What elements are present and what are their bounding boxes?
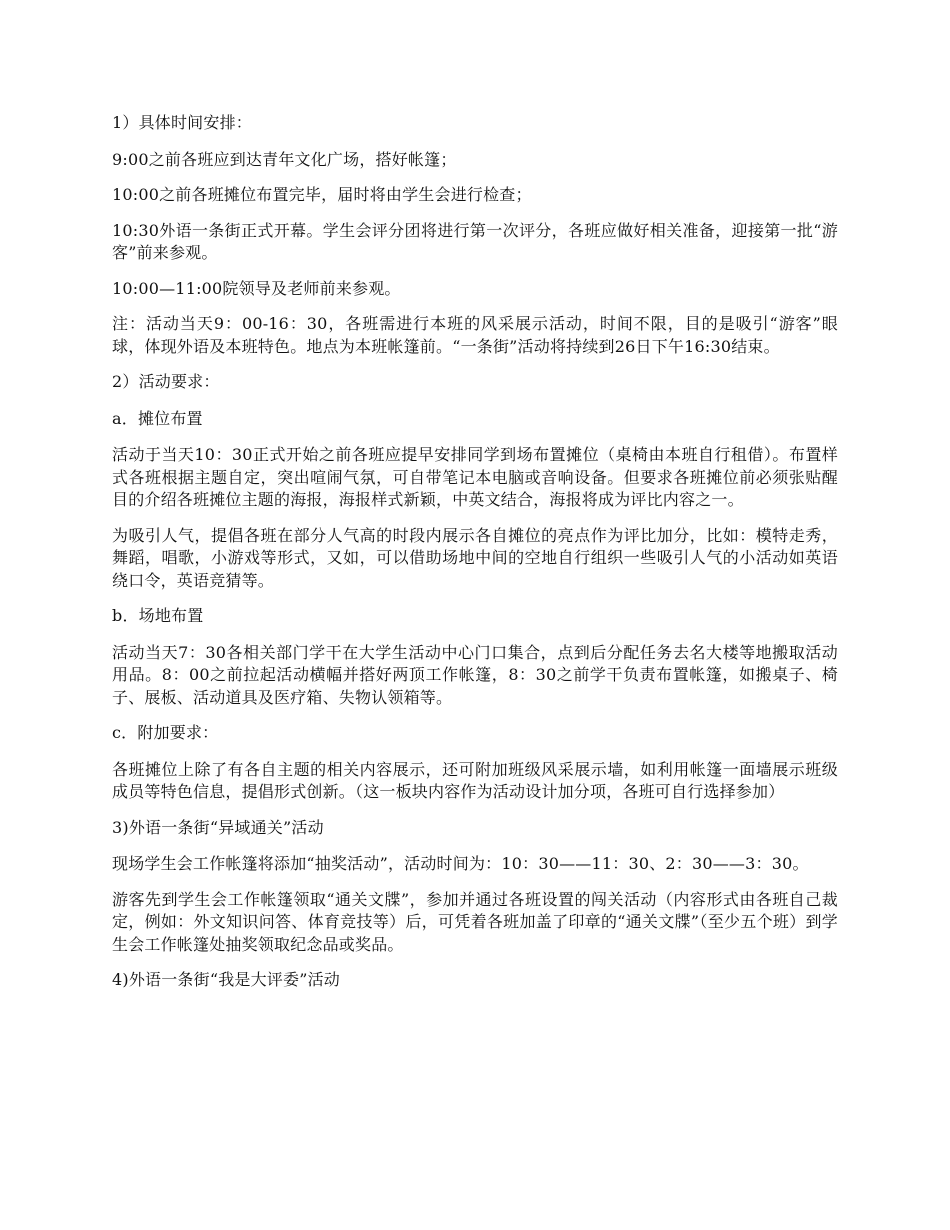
subheading-additional-requirements: c．附加要求： [112, 723, 219, 742]
schedule-item-1000: 10:00之前各班摊位布置完毕，届时将由学生会进行检查； [112, 185, 532, 204]
schedule-item-900: 9:00之前各班应到达青年文化广场，搭好帐篷； [112, 149, 457, 169]
venue-layout-paragraph: 活动当天7：30各相关部门学干在大学生活动中心门口集合，点到后分配任务去名大楼等地搬取活动用品。8：00之前拉起活动横幅并搭好两顶工作帐篷，8：30之前学干负责布置帐篷，如搬桌子、椅子、展板、活动道具及医疗箱、失物认领箱等。 [112, 642, 838, 707]
document-page [112, 112, 838, 1006]
pass-document-paragraph: 游客先到学生会工作帐篷领取“通关文牒”，参加并通过各班设置的闯关活动（内容形式由各班自己裁定，例如：外文知识问答、体育竞技等）后，可凭着各班加盖了印章的“通关文牒”（至少五个班）到学生会工作帐篷处抽奖领取纪念品或奖品。 [112, 889, 838, 954]
subheading-booth-layout: a．摊位布置 [112, 408, 203, 428]
schedule-item-leaders-visit: 10:00—11:00院领导及老师前来参观。 [112, 278, 401, 298]
additional-requirements-paragraph: 各班摊位上除了有各自主题的相关内容展示，还可附加班级风采展示墙，如利用帐篷一面墙展示班级成员等特色信息，提倡形式创新。（这一板块内容作为活动设计加分项，各班可自行选择参加） [112, 759, 838, 801]
subheading-venue-layout: b．场地布置 [112, 606, 204, 625]
section-heading-schedule: 1）具体时间安排： [112, 113, 252, 132]
section-heading-judge-activity: 4)外语一条街“我是大评委”活动 [112, 970, 340, 989]
section-heading-requirements: 2）活动要求： [112, 372, 220, 391]
lottery-time-paragraph: 现场学生会工作帐篷将添加“抽奖活动”，活动时间为：10：30——11：30、2：30——3：30。 [112, 854, 809, 873]
popularity-paragraph: 为吸引人气，提倡各班在部分人气高的时段内展示各自摊位的亮点作为评比加分，比如：模特走秀，舞蹈，唱歌，小游戏等形式，又如，可以借助场地中间的空地自行组织一些吸引人气的小活动如英语绕口令，英语竞猜等。 [112, 525, 838, 590]
schedule-note: 注：活动当天9：00-16：30，各班需进行本班的风采展示活动，时间不限，目的是吸引“游客”眼球，体现外语及本班特色。地点为本班帐篷前。“一条街”活动将持续到26日下午16:30结束。 [112, 314, 838, 356]
booth-layout-paragraph: 活动于当天10：30正式开始之前各班应提早安排同学到场布置摊位（桌椅由本班自行租借）。布置样式各班根据主题自定，突出喧闹气氛，可自带笔记本电脑或音响设备。但要求各班摊位前必须张贴醒目的介绍各班摊位主题的海报，海报样式新颖，中英文结合，海报将成为评比内容之一。 [112, 445, 838, 509]
schedule-item-1030: 10:30外语一条街正式开幕。学生会评分团将进行第一次评分，各班应做好相关准备，迎接第一批“游客”前来参观。 [112, 220, 838, 262]
section-heading-exotic-pass: 3)外语一条街“异域通关”活动 [112, 817, 324, 837]
